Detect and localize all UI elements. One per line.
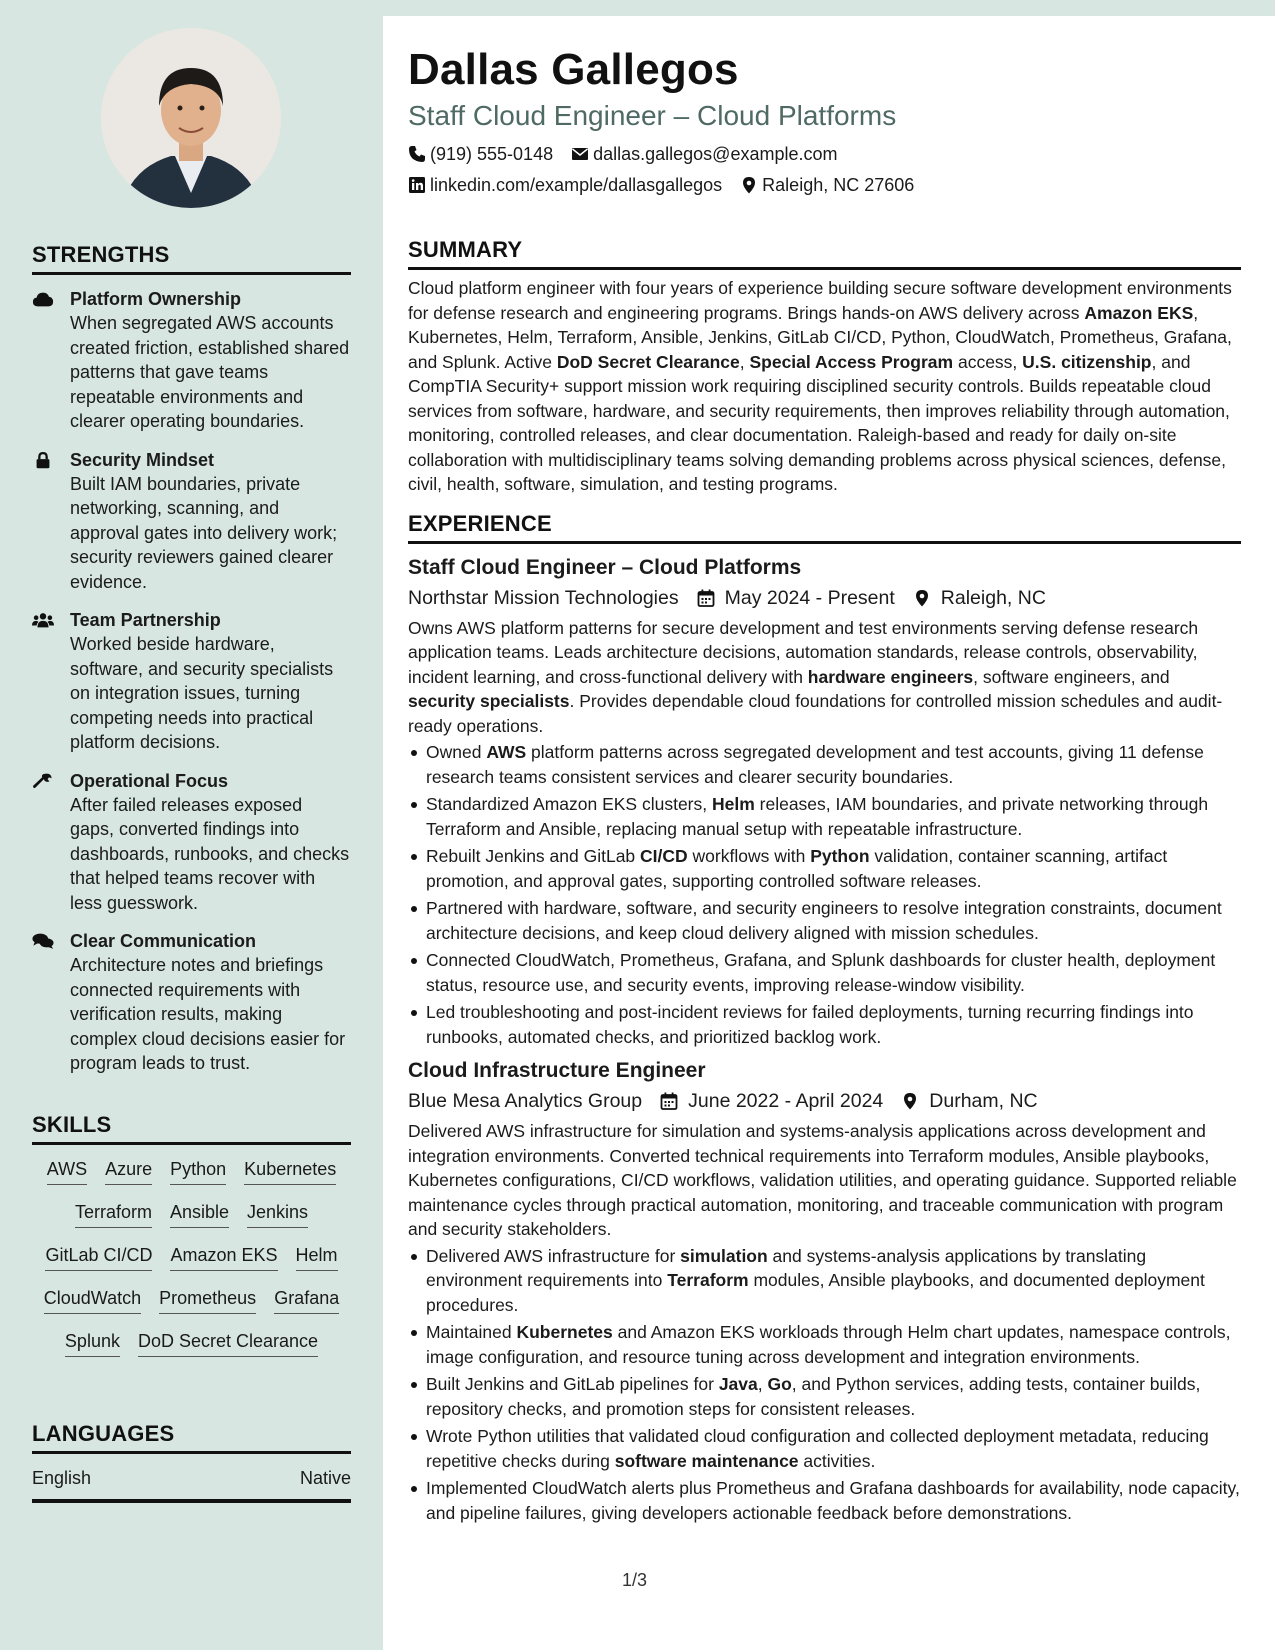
job-company: Northstar Mission Technologies	[408, 586, 679, 609]
skill-tag: Amazon EKS	[170, 1239, 277, 1271]
job-bullets	[408, 740, 1241, 1049]
languages-heading: LANGUAGES	[32, 1421, 351, 1454]
bullet-item: Owned AWS platform patterns across segregated development and test accounts, giving 11 defense research teams consistent services and clearer security boundaries.	[408, 740, 1241, 789]
strength-item	[32, 929, 351, 1076]
languages-section	[32, 1421, 351, 1503]
location-contact	[740, 173, 914, 197]
skills-section	[32, 1112, 351, 1357]
wrench-icon	[32, 772, 54, 790]
job-location: Raleigh, NC	[940, 586, 1046, 609]
envelope-icon	[571, 145, 589, 163]
skill-tag: Python	[170, 1153, 226, 1185]
strength-title: Security Mindset	[70, 449, 215, 470]
phone-contact	[408, 142, 553, 166]
cloud-icon	[32, 290, 54, 308]
skill-tag: Splunk	[65, 1325, 120, 1357]
users-icon	[32, 611, 54, 629]
skill-tag: Grafana	[274, 1282, 339, 1314]
linkedin-text[interactable]: linkedin.com/example/dallasgallegos	[430, 175, 723, 195]
strength-desc: Architecture notes and briefings connected requirements with verification results, making complex cloud decisions easier for program leads to trust.	[70, 955, 346, 1073]
contact-row-2	[408, 173, 1241, 197]
skill-tag: DoD Secret Clearance	[138, 1325, 318, 1357]
strength-title: Team Partnership	[70, 610, 221, 630]
bullet-item: Connected CloudWatch, Prometheus, Grafana, and Splunk dashboards for cluster health, deployment status, resource use, and security events, improving release-window visibility.	[408, 948, 1241, 997]
bullet-item: Standardized Amazon EKS clusters, Helm releases, IAM boundaries, and private networking through Terraform and Ansible, replacing manual setup with repeatable infrastructure.	[408, 792, 1241, 841]
summary-text: Cloud platform engineer with four years of experience building secure software development environments for defense research and engineering programs. Brings hands-on AWS delivery across Amazon EKS, Kubernetes, Helm, Terraform, Ansible, Jenkins, GitLab CI/CD, Python, CloudWatch, Prometheus, Grafana, and Splunk. Active DoD Secret Clearance, Special Access Program access, U.S. citizenship, and CompTIA Security+ support mission work requiring disciplined security controls. Builds repeatable cloud services from software, hardware, and security requirements, then improves reliability through automation, monitoring, controlled releases, and clear documentation. Raleigh-based and ready for daily on-site collaboration with multidisciplinary teams solving demanding problems across physical sciences, defense, civil, health, software, simulation, and testing programs.	[408, 278, 1232, 494]
strengths-heading: STRENGTHS	[32, 242, 351, 275]
map-marker-icon	[901, 1092, 919, 1110]
job-title: Staff Cloud Engineer – Cloud Platforms	[408, 555, 802, 579]
strength-desc: Worked beside hardware, software, and security specialists on integration issues, turning competing needs into practical platform decisions.	[70, 634, 334, 752]
strength-desc: When segregated AWS accounts created friction, established shared patterns that gave teams repeatable environments and clearer operating boundaries.	[70, 313, 350, 431]
job-company: Blue Mesa Analytics Group	[408, 1090, 643, 1112]
skill-tag: Prometheus	[159, 1282, 256, 1314]
strength-desc: Built IAM boundaries, private networking, scanning, and approval gates into delivery work; security reviewers gained clearer evidence.	[70, 473, 338, 592]
phone-icon	[408, 145, 426, 163]
summary-heading: SUMMARY	[408, 237, 1241, 270]
strength-item	[32, 769, 351, 916]
main-content	[383, 16, 1275, 1650]
job-description: Owns AWS platform patterns for secure development and test environments serving defense research application teams. Leads architecture decisions, automation standards, release controls, observability, incident learning, and cross-functional delivery with hardware engineers, software engineers, and security specialists. Provides dependable cloud foundations for controlled mission schedules and audit-ready operations.	[408, 617, 1223, 736]
bullet-item: Delivered AWS infrastructure for simulation and systems-analysis applications by translating environment requirements into Terraform modules, Ansible playbooks, and documented deployment procedures.	[408, 1244, 1241, 1318]
skill-tag: Jenkins	[247, 1196, 308, 1228]
language-row	[32, 1454, 351, 1503]
comments-icon	[32, 932, 54, 950]
strengths-section	[32, 242, 351, 1076]
calendar-icon	[697, 589, 715, 607]
avatar	[101, 28, 281, 208]
job-location: Durham, NC	[929, 1090, 1038, 1112]
experience-heading: EXPERIENCE	[408, 511, 1241, 544]
email-contact[interactable]	[571, 142, 837, 166]
skills-list	[32, 1145, 351, 1357]
skill-tag: CloudWatch	[44, 1282, 141, 1314]
linkedin-contact[interactable]	[408, 173, 722, 197]
skill-tag: Azure	[105, 1153, 152, 1185]
summary-section	[408, 237, 1241, 497]
contact-row	[408, 142, 1241, 166]
candidate-name: Dallas Gallegos	[408, 45, 739, 94]
bullet-item: Implemented CloudWatch alerts plus Prometheus and Grafana dashboards for availability, node capacity, and pipeline failures, giving developers actionable feedback before demonstrations.	[408, 1476, 1241, 1525]
job-meta	[408, 1087, 1241, 1115]
map-marker-icon	[740, 176, 758, 194]
calendar-icon	[660, 1092, 678, 1110]
language-name: English	[32, 1468, 92, 1488]
bullet-item: Rebuilt Jenkins and GitLab CI/CD workflows with Python validation, container scanning, artifact promotion, and approval gates, supporting controlled software releases.	[408, 844, 1241, 893]
job-dates: May 2024 - Present	[724, 586, 895, 609]
phone-text: (919) 555-0148	[430, 144, 554, 164]
bullet-item: Maintained Kubernetes and Amazon EKS workloads through Helm chart updates, namespace controls, image configuration, and resource tuning across development and integration environments.	[408, 1320, 1241, 1369]
map-marker-icon	[913, 589, 931, 607]
job-bullets	[408, 1244, 1241, 1526]
job-entry	[408, 554, 1241, 1050]
strength-title: Clear Communication	[70, 931, 257, 951]
strength-title: Operational Focus	[70, 770, 229, 791]
skill-tag: GitLab CI/CD	[45, 1239, 152, 1271]
strength-desc: After failed releases exposed gaps, converted findings into dashboards, runbooks, and checks that helped teams recover with less guesswork.	[70, 794, 350, 913]
skill-tag: Terraform	[75, 1196, 152, 1228]
skill-tag: Kubernetes	[244, 1153, 336, 1185]
job-entry	[408, 1057, 1241, 1525]
candidate-headline: Staff Cloud Engineer – Cloud Platforms	[408, 100, 897, 131]
bullet-item: Wrote Python utilities that validated cloud configuration and collected deployment metadata, reducing repetitive checks during software maintenance activities.	[408, 1424, 1241, 1473]
skill-tag: Helm	[296, 1239, 338, 1271]
sidebar	[0, 0, 383, 1650]
skill-tag: AWS	[47, 1153, 87, 1185]
skills-heading: SKILLS	[32, 1112, 351, 1145]
strength-item	[32, 287, 351, 434]
language-level: Native	[299, 1468, 351, 1488]
job-dates: June 2022 - April 2024	[688, 1090, 884, 1112]
linkedin-icon	[408, 176, 426, 194]
lock-icon	[32, 451, 54, 469]
job-title: Cloud Infrastructure Engineer	[408, 1059, 706, 1082]
bullet-item: Built Jenkins and GitLab pipelines for Java, Go, and Python services, adding tests, container builds, repository checks, and promotion steps for consistent releases.	[408, 1372, 1241, 1421]
email-text[interactable]: dallas.gallegos@example.com	[593, 144, 838, 164]
strength-item	[32, 608, 351, 755]
skill-tag: Ansible	[170, 1196, 229, 1228]
job-meta	[408, 584, 1241, 612]
location-text: Raleigh, NC 27606	[762, 175, 915, 195]
bullet-item: Partnered with hardware, software, and security engineers to resolve integration constraints, document architecture decisions, and keep cloud delivery aligned with mission schedules.	[408, 896, 1241, 945]
job-description: Delivered AWS infrastructure for simulation and systems-analysis applications across development and integration environments. Converted technical requirements into Terraform modules, Ansible playbooks, Kubernetes configurations, CI/CD workflows, validation utilities, and operating guidance. Supported reliable maintenance cycles through practical automation, monitoring, and traceable communication with program and security stakeholders.	[408, 1121, 1237, 1239]
strength-title: Platform Ownership	[70, 289, 242, 309]
page-number: 1/3	[622, 1570, 648, 1590]
experience-section	[408, 511, 1241, 1526]
bullet-item: Led troubleshooting and post-incident reviews for failed deployments, turning recurring findings into runbooks, automated checks, and prioritized backlog work.	[408, 1000, 1241, 1049]
strength-item	[32, 448, 351, 595]
